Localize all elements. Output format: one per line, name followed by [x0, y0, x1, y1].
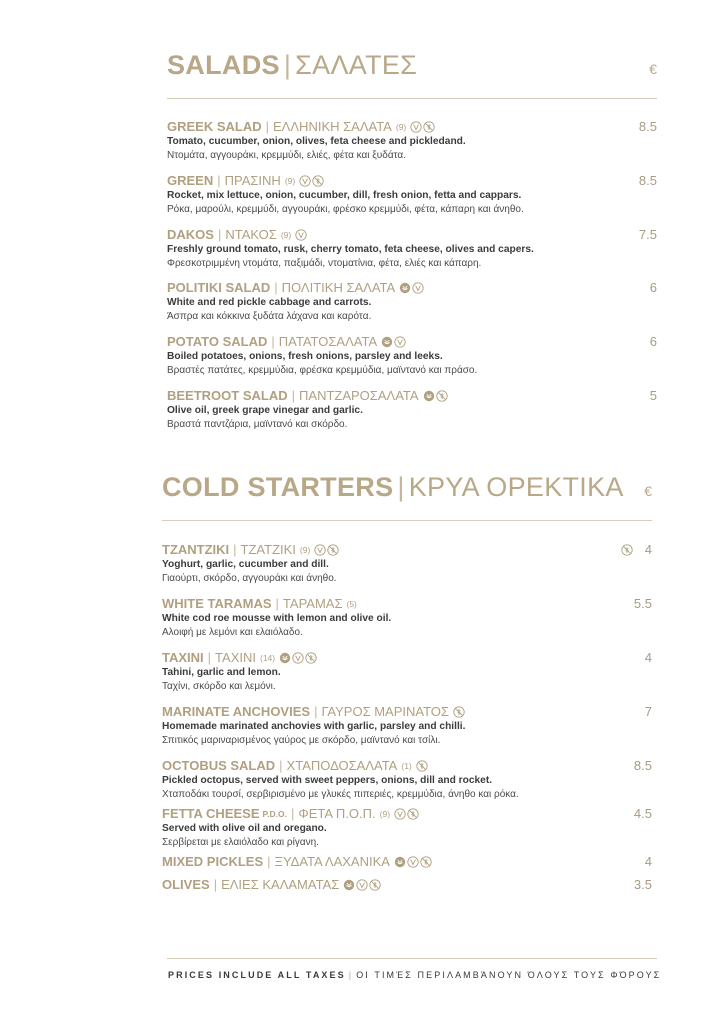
- item-price: [650, 280, 657, 295]
- item-name-gr: ΤΑΡΑΜΑΣ: [282, 596, 343, 611]
- allergen-note: (14): [259, 652, 276, 663]
- item-name-en: OCTOBUS SALAD: [162, 758, 276, 773]
- menu-item: [162, 757, 652, 801]
- gluten-free-icon: [416, 760, 428, 772]
- item-name-en: OLIVES: [162, 877, 210, 892]
- item-name-en: TAXINI: [162, 650, 204, 665]
- allergen-note: (1): [401, 760, 412, 771]
- item-name: [162, 650, 317, 665]
- item-price: [634, 596, 652, 611]
- diet-icons: [410, 121, 435, 133]
- vegetarian-v-icon: [410, 121, 422, 133]
- gluten-free-icon: [420, 856, 432, 868]
- price-value: 8.5: [638, 173, 657, 188]
- gluten-free-icon: [407, 808, 419, 820]
- allergen-note: (9): [284, 175, 296, 186]
- item-name-en: FETTA CHEESE: [162, 806, 260, 821]
- gluten-free-icon: [621, 544, 633, 556]
- allergen-note: (9): [280, 229, 292, 240]
- item-name-gr: ΦΕΤΑ Π.Ο.Π.: [298, 806, 376, 821]
- item-name-en: BEETROOT SALAD: [167, 388, 288, 403]
- item-name-en: WHITE TARAMAS: [162, 596, 272, 611]
- vegetarian-v-icon: [295, 229, 307, 241]
- item-name-gr: ΤΑΧΙΝΙ: [215, 650, 256, 665]
- vegetarian-v-icon: [394, 808, 406, 820]
- item-name-gr: ΠΑΤΑΤΟΣΑΛΑΤΑ: [278, 334, 378, 349]
- vegan-bowl-icon: [399, 282, 411, 294]
- item-description-gr: Ταχίνι, σκόρδο και λεμόνι.: [162, 681, 276, 692]
- item-name-en: MARINATE ANCHOVIES: [162, 704, 311, 719]
- item-price: [645, 704, 652, 719]
- name-separator: |: [274, 280, 278, 295]
- item-description-gr: Ντομάτα, αγγουράκι, κρεμμύδι, ελιές, φέτα και ξυδάτα.: [167, 150, 406, 161]
- gluten-free-icon: [305, 652, 317, 664]
- item-description-en: White and red pickle cabbage and carrots.: [167, 297, 372, 308]
- menu-item-header: [162, 876, 652, 893]
- item-name: [167, 388, 448, 403]
- price-value: 4.5: [633, 806, 652, 821]
- price-value: 6: [649, 280, 657, 295]
- item-description-en: Rocket, mix lettuce, onion, cucumber, dill, fresh onion, fetta and cappars.: [167, 190, 522, 201]
- price-value: 5.5: [633, 596, 652, 611]
- item-name-en: TZANTZIKI: [162, 542, 230, 557]
- menu-item-header: [167, 226, 657, 243]
- section-title: SALADS | ΣΑΛΑΤΕΣ: [167, 50, 418, 80]
- menu-item: [162, 805, 652, 849]
- diet-icons: [381, 336, 406, 348]
- item-price: [634, 758, 652, 773]
- menu-item: [167, 172, 657, 216]
- vegetarian-v-icon: [407, 856, 419, 868]
- gluten-free-icon: [312, 175, 324, 187]
- section-title-gr: ΚΡΥΑ ΟΡΕΚΤΙΚΑ: [408, 472, 624, 502]
- item-name: [162, 704, 465, 719]
- allergen-note: (9): [379, 808, 391, 819]
- gluten-free-icon: [453, 706, 465, 718]
- item-name-gr: ΝΤΑΚΟΣ: [225, 227, 277, 242]
- diet-icons: [394, 808, 419, 820]
- section-title: COLD STARTERS | ΚΡΥΑ ΟΡΕΚΤΙΚΑ: [162, 472, 624, 502]
- item-price: [650, 388, 657, 403]
- diet-icons: [295, 229, 307, 241]
- item-price: [634, 877, 652, 892]
- item-name: [167, 227, 307, 242]
- menu-item-header: [162, 595, 652, 612]
- item-description-en: Tomato, cucumber, onion, olives, feta cheese and pickledand.: [167, 136, 466, 147]
- menu-item: [162, 853, 652, 870]
- item-price: [645, 650, 652, 665]
- vegan-bowl-icon: [343, 879, 355, 891]
- cold-starters-list: [162, 521, 652, 921]
- item-name: [167, 173, 324, 188]
- item-name-gr: ΠΟΛΙΤΙΚΗ ΣΑΛΑΤΑ: [281, 280, 396, 295]
- item-description-en: Served with olive oil and oregano.: [162, 823, 327, 834]
- item-name-en: POLITIKI SALAD: [167, 280, 271, 295]
- menu-item-header: [162, 805, 652, 822]
- menu-item-header: [167, 279, 657, 296]
- item-name: [167, 119, 435, 134]
- item-name: [162, 877, 381, 892]
- name-separator: |: [271, 334, 275, 349]
- name-separator: |: [217, 173, 221, 188]
- price-value: 5: [649, 388, 657, 403]
- section-title-gr: ΣΑΛΑΤΕΣ: [295, 50, 418, 80]
- item-name-gr: ΤΖΑΤΖΙΚΙ: [240, 542, 296, 557]
- name-separator: |: [233, 542, 237, 557]
- item-description-gr: Σερβίρεται με ελαιόλαδο και ρίγανη.: [162, 837, 319, 848]
- item-name-gr: ΠΡΑΣΙΝΗ: [224, 173, 281, 188]
- item-name-gr: ΠΑΝΤΖΑΡΟΣΑΛΑΤΑ: [299, 388, 419, 403]
- vegetarian-v-icon: [356, 879, 368, 891]
- vegetarian-v-icon: [299, 175, 311, 187]
- menu-item-header: [167, 387, 657, 404]
- price-value: 4: [644, 542, 652, 557]
- item-description-gr: Χταποδάκι τουρσί, σερβιρισμένο με γλυκές πιπεριές, κρεμμύδια, άνηθο και ρόκα.: [162, 789, 519, 800]
- item-description-en: Pickled octopus, served with sweet peppers, onions, dill and rocket.: [162, 775, 493, 786]
- diet-icons: [394, 856, 432, 868]
- item-name-en: POTATO SALAD: [167, 334, 268, 349]
- gluten-free-icon: [423, 121, 435, 133]
- item-price: [639, 119, 657, 134]
- item-name: [162, 596, 357, 611]
- item-description-gr: Άσπρα και κόκκινα ξυδάτα λάχανα και καρότα.: [167, 311, 372, 322]
- item-description-gr: Φρεσκοτριμμένη ντομάτα, παξιμάδι, ντοματίνια, φέτα, ελιές και κάπαρη.: [167, 258, 482, 269]
- item-name-gr: ΕΛΛΗΝΙΚΗ ΣΑΛΑΤΑ: [273, 119, 392, 134]
- menu-item: [162, 541, 652, 585]
- item-name-en: DAKOS: [167, 227, 214, 242]
- item-name-gr: ΧΤΑΠΟΔΟΣΑΛΑΤΑ: [286, 758, 398, 773]
- allergen-note: (9): [395, 121, 407, 132]
- cold-starters-header: [162, 472, 652, 508]
- footer-divider: [167, 958, 657, 959]
- item-description-gr: Βραστές πατάτες, κρεμμύδια, φρέσκα κρεμμύδια, μαϊντανό και πράσο.: [167, 365, 478, 376]
- item-name: [162, 806, 419, 821]
- diet-icons: [453, 706, 465, 718]
- section-title-en: SALADS: [167, 50, 280, 80]
- diet-icons: [416, 760, 428, 772]
- allergen-note: (9): [299, 544, 311, 555]
- item-description-en: Freshly ground tomato, rusk, cherry tomato, feta cheese, olives and capers.: [167, 244, 534, 255]
- vegan-bowl-icon: [394, 856, 406, 868]
- menu-item: [162, 703, 652, 747]
- menu-item: [167, 226, 657, 270]
- name-separator: |: [290, 806, 295, 821]
- salads-header: [167, 50, 657, 86]
- currency-label: €: [649, 61, 657, 77]
- diet-icons: [279, 652, 317, 664]
- menu-item-header: [167, 172, 657, 189]
- diet-icons: [423, 390, 448, 402]
- item-price: [621, 542, 652, 557]
- item-name-en: GREEK SALAD: [167, 119, 262, 134]
- name-separator: |: [314, 704, 318, 719]
- price-value: 8.5: [633, 758, 652, 773]
- diet-icons: [299, 175, 324, 187]
- name-separator: |: [291, 388, 296, 403]
- cold-starters-section: [162, 472, 652, 921]
- gluten-free-icon: [436, 390, 448, 402]
- item-description-en: Boiled potatoes, onions, fresh onions, parsley and leeks.: [167, 351, 443, 362]
- salads-list: [167, 99, 657, 429]
- gluten-free-icon: [327, 544, 339, 556]
- item-price: [639, 227, 657, 242]
- menu-item-header: [162, 703, 652, 720]
- price-value: 4: [644, 854, 652, 869]
- menu-item-header: [162, 649, 652, 666]
- diet-icons: [314, 544, 339, 556]
- name-separator: |: [213, 877, 218, 892]
- vegan-bowl-icon: [381, 336, 393, 348]
- menu-item: [162, 876, 652, 893]
- menu-item: [162, 595, 652, 639]
- diet-icons: [399, 282, 424, 294]
- name-separator: |: [279, 758, 283, 773]
- item-description-gr: Σπιτικός μαριναρισμένος γαύρος με σκόρδο, μαϊντανό και τσίλι.: [162, 735, 441, 746]
- item-name-suffix: P.D.O.: [262, 808, 287, 819]
- item-name-gr: ΕΛΙΕΣ ΚΑΛΑΜΑΤΑΣ: [221, 877, 340, 892]
- vegetarian-v-icon: [314, 544, 326, 556]
- vegetarian-v-icon: [394, 336, 406, 348]
- item-name: [167, 334, 406, 349]
- menu-item: [167, 118, 657, 162]
- name-separator: |: [207, 650, 212, 665]
- item-name-en: MIXED PICKLES: [162, 854, 264, 869]
- item-name: [162, 854, 432, 869]
- price-value: 3.5: [633, 877, 652, 892]
- item-description-en: Homemade marinated anchovies with garlic, parsley and chilli.: [162, 721, 466, 732]
- name-separator: |: [275, 596, 279, 611]
- footer-note: PRICES INCLUDE ALL TAXES | ΟΙ ΤΙΜΈΣ ΠΕΡΙΛΑΜΒΆΝΟΥΝ ΌΛΟΥΣ ΤΟΥΣ ΦΌΡΟΥΣ: [168, 970, 662, 980]
- price-value: 7.5: [638, 227, 657, 242]
- vegan-bowl-icon: [423, 390, 435, 402]
- allergen-note: (5): [346, 598, 357, 609]
- item-description-en: White cod roe mousse with lemon and olive oil.: [162, 613, 392, 624]
- item-name: [162, 542, 339, 557]
- item-name: [162, 758, 428, 773]
- price-value: 8.5: [638, 119, 657, 134]
- item-description-gr: Αλοιφή με λεμόνι και ελαιόλαδο.: [162, 627, 303, 638]
- menu-item-header: [162, 541, 652, 558]
- menu-item-header: [162, 757, 652, 774]
- menu-item: [167, 387, 657, 431]
- menu-item-header: [167, 118, 657, 135]
- item-description-en: Yoghurt, garlic, cucumber and dill.: [162, 559, 329, 570]
- price-value: 4: [644, 650, 652, 665]
- item-price: [634, 806, 652, 821]
- item-description-en: Tahini, garlic and lemon.: [162, 667, 281, 678]
- item-description-gr: Βραστά παντζάρια, μαϊντανό και σκόρδο.: [167, 419, 348, 430]
- menu-item-header: [162, 853, 652, 870]
- menu-item: [167, 279, 657, 323]
- item-name-en: GREEN: [167, 173, 214, 188]
- vegetarian-v-icon: [412, 282, 424, 294]
- item-price: [645, 854, 652, 869]
- gluten-free-icon: [369, 879, 381, 891]
- item-name-gr: ΓΑΥΡΟΣ ΜΑΡΙΝΑΤΟΣ: [321, 704, 449, 719]
- menu-item: [167, 333, 657, 377]
- vegetarian-v-icon: [292, 652, 304, 664]
- price-value: 7: [644, 704, 652, 719]
- salads-section: [167, 50, 657, 429]
- name-separator: |: [265, 119, 270, 134]
- item-name-gr: ΞΥΔΑΤΑ ΛΑΧΑΝΙΚΑ: [274, 854, 390, 869]
- section-title-en: COLD STARTERS: [162, 472, 394, 502]
- item-description-en: Olive oil, greek grape vinegar and garlic.: [167, 405, 363, 416]
- item-price: [650, 334, 657, 349]
- item-description-gr: Ρόκα, μαρούλι, κρεμμύδι, αγγουράκι, φρέσκο κρεμμύδι, φέτα, κάπαρη και άνηθο.: [167, 204, 524, 215]
- item-name: [167, 280, 424, 295]
- diet-icons: [343, 879, 381, 891]
- item-price: [639, 173, 657, 188]
- vegan-bowl-icon: [279, 652, 291, 664]
- price-value: 6: [649, 334, 657, 349]
- name-separator: |: [267, 854, 271, 869]
- menu-item-header: [167, 333, 657, 350]
- currency-label: €: [644, 483, 652, 499]
- item-description-gr: Γιαούρτι, σκόρδο, αγγουράκι και άνηθο.: [162, 573, 337, 584]
- name-separator: |: [217, 227, 222, 242]
- menu-item: [162, 649, 652, 693]
